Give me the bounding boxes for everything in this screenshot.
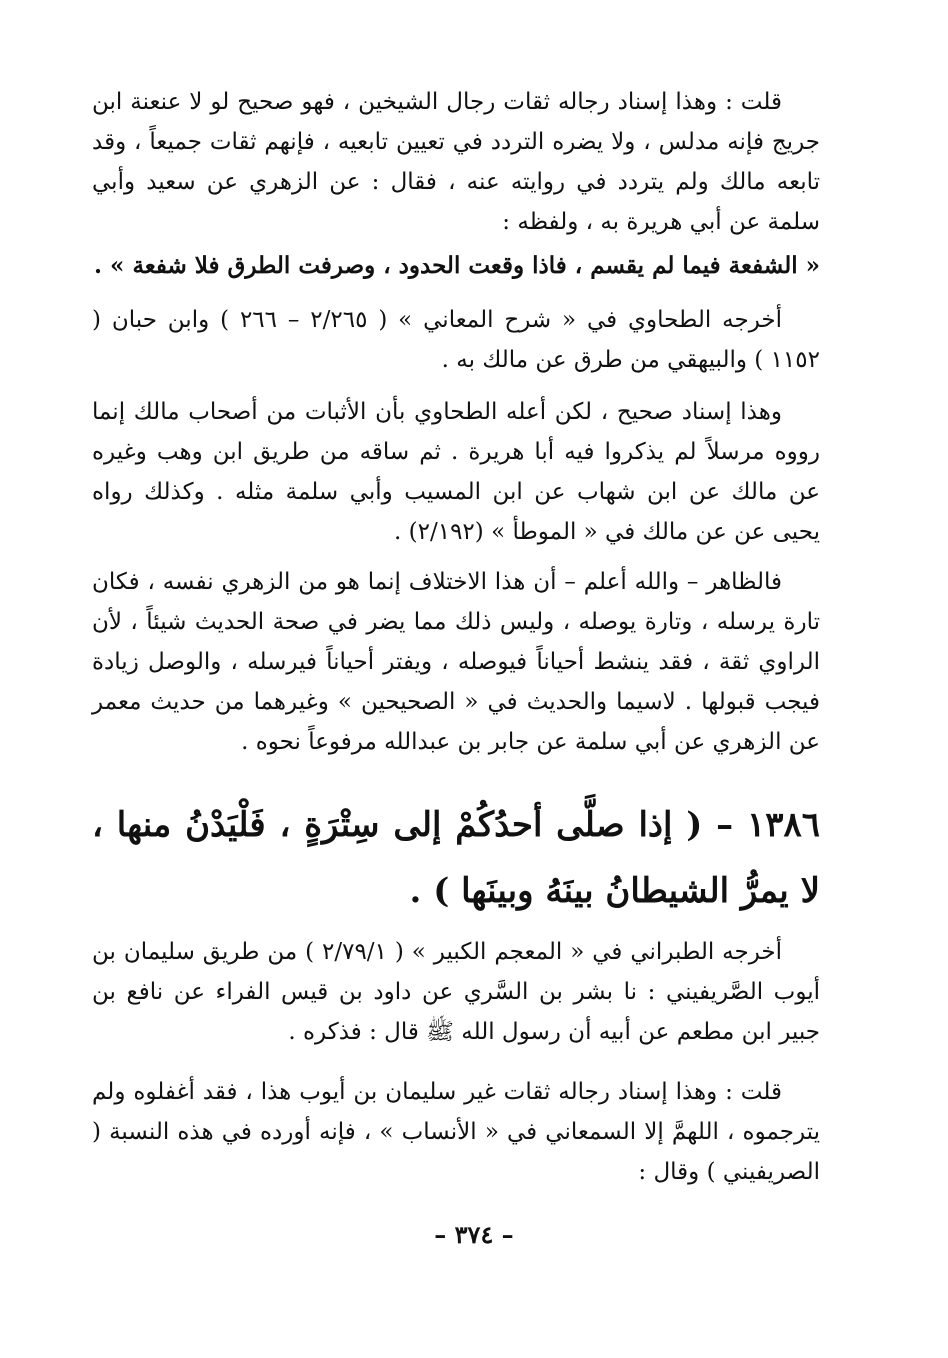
paragraph-final: قلت : وهذا إسناد رجاله ثقات غير سليمان بن أيوب هذا ، فقد أغفلوه ولم يترجموه ، اللهمَّ إلا السمعاني في « الأنساب » ، فإنه أورده في هذه النسبة ( الصريفيني ) وقال : [92, 1079, 820, 1185]
paragraph-conclusion: فالظاهر – والله أعلم – أن هذا الاختلاف إنما هو من الزهري نفسه ، فكان تارة يرسله ، وتارة يوصله ، وليس ذلك مما يضر في صحة الحديث شيئاً ، لأن الراوي ثقة ، فقد ينشط أحياناً فيوصله ، ويفتر أحياناً فيرسله ، والوصل زيادة فيجب قبولها . لاسيما والحديث في « الصحيحين » وغيرهما من حديث معمر عن الزهري عن أبي سلمة عن جابر بن عبدالله مرفوعاً نحوه . [92, 569, 820, 755]
paragraph-takhrij: أخرجه الطحاوي في « شرح المعاني » ( ٢/٢٦٥ – ٢٦٦ ) وابن حبان ( ١١٥٢ ) والبيهقي من طرق عن مالك به . [92, 307, 820, 373]
paragraph-tabarani: أخرجه الطبراني في « المعجم الكبير » ( ٢/٧٩/١ ) من طريق سليمان بن أيوب الصَّريفيني : نا بشر بن السَّري عن داود بن قيس الفراء عن نافع بن جبير ابن مطعم عن أبيه أن رسول الله ﷺ قال : فذكره . [92, 939, 820, 1045]
page-number: – ٣٧٤ – [434, 1220, 514, 1249]
quote-hadith-text: « الشفعة فيما لم يقسم ، فاذا وقعت الحدود ، وصرفت الطرق فلا شفعة » . [94, 252, 820, 279]
paragraph-isnad: وهذا إسناد صحيح ، لكن أعله الطحاوي بأن الأثبات من أصحاب مالك إنما رووه مرسلاً لم يذكروا فيه أبا هريرة . ثم ساقه من طريق ابن وهب وغيره عن مالك عن ابن شهاب عن ابن المسيب وأبي سلمة مثله . وكذلك رواه يحيى عن عن مالك في « الموطأ » (٢/١٩٢) . [92, 399, 820, 545]
paragraph-1: قلت : وهذا إسناد رجاله ثقات رجال الشيخين ، فهو صحيح لو لا عنعنة ابن جريج فإنه مدلس ، ولا يضره التردد في تعيين تابعيه ، فإنهم ثقات جميعاً ، وقد تابعه مالك ولم يتردد في روايته عنه ، فقال : عن الزهري عن سعيد وأبي سلمة عن أبي هريرة به ، ولفظه : [92, 89, 820, 235]
hadith-heading: ١٣٨٦ – ( إذا صلَّى أحدُكُمْ إلى سِتْرَةٍ ، فَلْيَدْنُ منها ، لا يمرُّ الشيطانُ بينَهُ وبينَها ) . [92, 805, 820, 911]
